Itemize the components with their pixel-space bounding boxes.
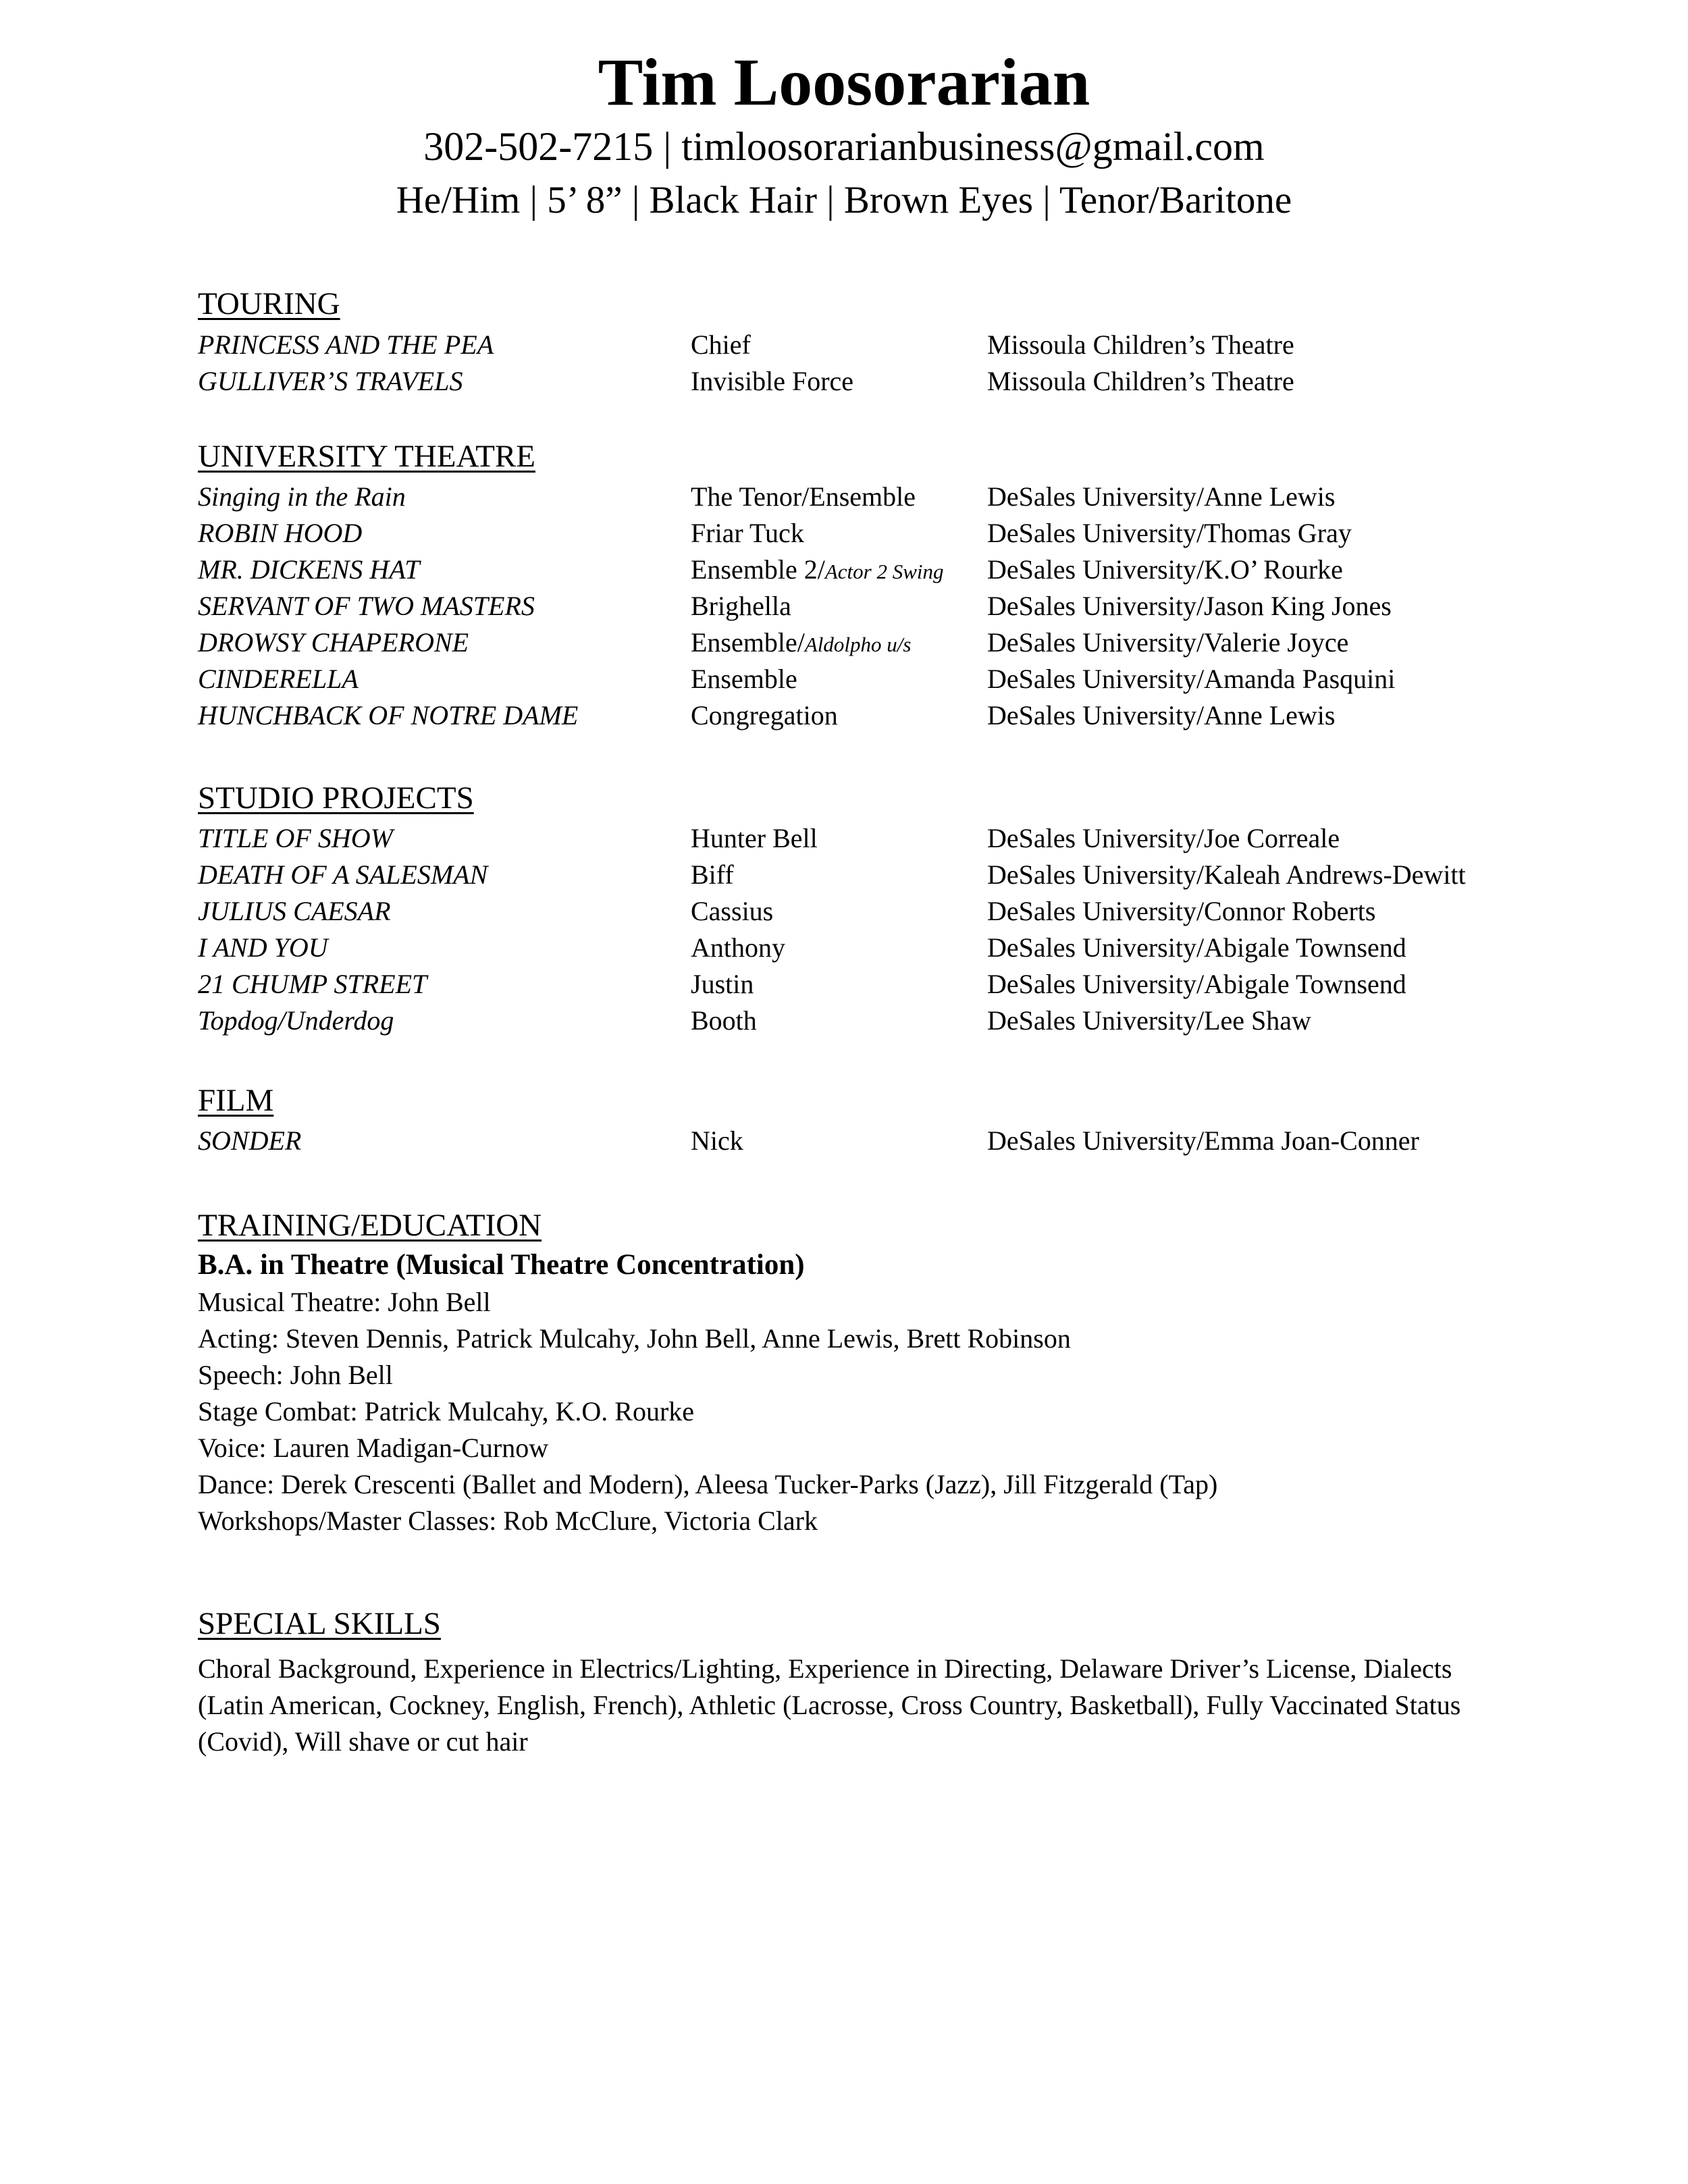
credit-company: DeSales University/Connor Roberts [987, 896, 1376, 926]
section-heading-university-theatre: UNIVERSITY THEATRE [198, 439, 535, 474]
physical-stats-line: He/Him | 5’ 8” | Black Hair | Brown Eyes | Tenor/Baritone [396, 179, 1292, 221]
credit-role: Justin [691, 969, 754, 999]
contact-line: 302-502-7215 | timloosorarianbusiness@gmail.com [423, 124, 1265, 169]
credit-row [0, 661, 1688, 697]
credit-company: DeSales University/Abigale Townsend [987, 969, 1406, 999]
credit-company: DeSales University/Kaleah Andrews-Dewitt [987, 859, 1466, 890]
credit-company: DeSales University/K.O’ Rourke [987, 554, 1343, 585]
training-line: Acting: Steven Dennis, Patrick Mulcahy, John Bell, Anne Lewis, Brett Robinson [198, 1323, 1071, 1354]
credit-role: Booth [691, 1005, 757, 1036]
credit-company: DeSales University/Amanda Pasquini [987, 664, 1396, 694]
training-line: Dance: Derek Crescenti (Ballet and Modern), Aleesa Tucker-Parks (Jazz), Jill Fitzgerald (Tap) [198, 1469, 1218, 1499]
credit-role: Ensemble [691, 664, 797, 694]
section-heading-studio-projects: STUDIO PROJECTS [198, 780, 474, 816]
credit-role: The Tenor/Ensemble [691, 481, 916, 512]
credit-row [0, 479, 1688, 515]
section-heading-film: FILM [198, 1083, 274, 1118]
training-line: Speech: John Bell [198, 1360, 393, 1390]
training-line: Voice: Lauren Madigan-Curnow [198, 1433, 549, 1463]
credit-row [0, 857, 1688, 893]
credit-title: JULIUS CAESAR [198, 896, 391, 926]
credit-company: Missoula Children’s Theatre [987, 329, 1294, 360]
credit-role: Cassius [691, 896, 774, 926]
credit-role: Anthony [691, 932, 785, 963]
credit-title: Singing in the Rain [198, 481, 406, 512]
performer-name: Tim Loosorarian [598, 45, 1090, 119]
credit-company: Missoula Children’s Theatre [987, 366, 1294, 396]
credit-title: DEATH OF A SALESMAN [198, 859, 488, 890]
credit-role: Chief [691, 329, 751, 360]
credit-title: SONDER [198, 1125, 302, 1156]
credit-row [0, 930, 1688, 966]
credit-company: DeSales University/Valerie Joyce [987, 627, 1349, 658]
credit-role: Nick [691, 1125, 743, 1156]
credit-title: TITLE OF SHOW [198, 823, 393, 853]
credit-company: DeSales University/Thomas Gray [987, 518, 1352, 548]
section-heading-touring: TOURING [198, 286, 340, 321]
credit-row [0, 697, 1688, 734]
credit-row [0, 552, 1688, 588]
credit-row [0, 588, 1688, 624]
credit-row [0, 1003, 1688, 1039]
credit-role: Congregation [691, 700, 838, 730]
credit-title: 21 CHUMP STREET [198, 969, 427, 999]
credit-role: Ensemble 2/Actor 2 Swing [691, 554, 944, 585]
training-line: Workshops/Master Classes: Rob McClure, Victoria Clark [198, 1506, 818, 1536]
credit-company: DeSales University/Lee Shaw [987, 1005, 1311, 1036]
credit-title: I AND YOU [198, 932, 328, 963]
training-line: Stage Combat: Patrick Mulcahy, K.O. Rourke [198, 1396, 695, 1427]
credit-title: Topdog/Underdog [198, 1005, 394, 1036]
credit-row [0, 363, 1688, 400]
training-line: Musical Theatre: John Bell [198, 1287, 491, 1317]
credit-title: PRINCESS AND THE PEA [198, 329, 494, 360]
credit-row [0, 515, 1688, 552]
credit-role: Friar Tuck [691, 518, 804, 548]
degree-line: B.A. in Theatre (Musical Theatre Concentration) [198, 1249, 805, 1281]
credit-company: DeSales University/Anne Lewis [987, 700, 1336, 730]
credit-role: Ensemble/Aldolpho u/s [691, 627, 912, 658]
credit-title: MR. DICKENS HAT [198, 554, 420, 585]
credit-role: Hunter Bell [691, 823, 818, 853]
credit-company: DeSales University/Emma Joan-Conner [987, 1125, 1419, 1156]
credit-row [0, 893, 1688, 930]
section-heading-training: TRAINING/EDUCATION [198, 1208, 542, 1243]
credit-row [0, 966, 1688, 1003]
special-skills-text: Choral Background, Experience in Electrics/Lighting, Experience in Directing, Delaware Driver’s License, Dialects (Latin American, Cockney, English, French), Athletic (Lacrosse, Cross Country, Basketball), Fully Vaccinated Status (Covid), Will shave or cut hair [198, 1653, 1461, 1757]
credit-title: DROWSY CHAPERONE [198, 627, 469, 658]
credit-title: GULLIVER’S TRAVELS [198, 366, 463, 396]
credit-company: DeSales University/Joe Correale [987, 823, 1340, 853]
credit-role: Biff [691, 859, 734, 890]
credit-row [0, 327, 1688, 363]
credit-row [0, 624, 1688, 661]
credit-row [0, 820, 1688, 857]
credit-title: ROBIN HOOD [198, 518, 363, 548]
credit-title: HUNCHBACK OF NOTRE DAME [198, 700, 579, 730]
credit-title: SERVANT OF TWO MASTERS [198, 591, 535, 621]
section-heading-special-skills: SPECIAL SKILLS [198, 1606, 441, 1641]
credit-company: DeSales University/Abigale Townsend [987, 932, 1406, 963]
credit-company: DeSales University/Jason King Jones [987, 591, 1392, 621]
credit-role: Brighella [691, 591, 791, 621]
credit-company: DeSales University/Anne Lewis [987, 481, 1336, 512]
credit-role: Invisible Force [691, 366, 854, 396]
credit-title: CINDERELLA [198, 664, 359, 694]
credit-row [0, 1123, 1688, 1159]
